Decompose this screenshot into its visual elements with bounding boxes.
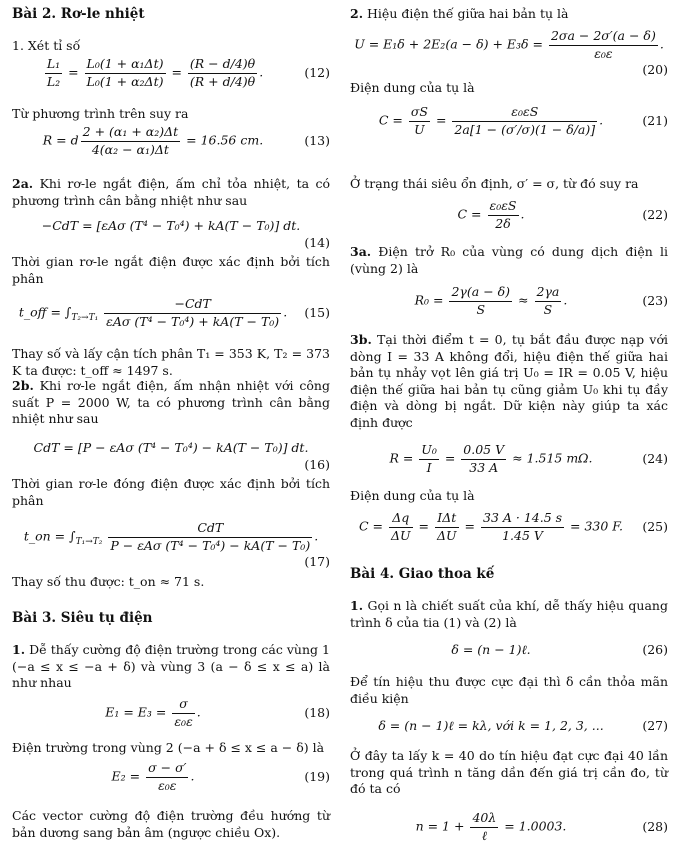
equation-13: R = d $\frac{\text{2 + (α₁ + α₂)Δt}}{\text{4(α₂ − α₁)Δt}}$ = 16.56 cm. (13): [42, 124, 330, 157]
paragraph: 3a. Điện trở R₀ của vùng có dung dịch điện li (vùng 2) là: [350, 244, 668, 276]
equation-number: (25): [642, 518, 668, 534]
paragraph: Điện dung của tụ là: [350, 80, 475, 95]
equation-number: (13): [304, 132, 330, 148]
section-title-bai-4: Bài 4. Giao thoa kế: [350, 566, 495, 582]
paragraph: Từ phương trình trên suy ra: [12, 106, 189, 121]
paragraph: 2. Hiệu điện thế giữa hai bản tụ là: [350, 6, 569, 21]
equation-15: t_off = $\int_{T_2\to T_1}$ $\frac{\text{−CdT}}{\text{εAσ (T⁴ − T₀⁴) + kA(T − T₀)}}$ . (15): [18, 296, 330, 329]
equation-17: t_on = $\int_{T_1\to T_2}$ $\frac{\text{CdT}}{\text{P − εAσ (T⁴ − T₀⁴) − kA(T − T₀)}}$ . (17): [23, 520, 330, 569]
equation-number: (16): [304, 456, 330, 472]
paragraph: Ở đây ta lấy k = 40 do tín hiệu đạt cực đại 40 lần trong quá trình n tăng dần đến giá trị cần đo, từ đó ta có: [350, 748, 668, 796]
paragraph: Thời gian rơ-le đóng điện được xác định bởi tích phân: [12, 476, 330, 508]
equation-27: δ = (n − 1)ℓ = kλ, với k = 1, 2, 3, ... (27): [378, 718, 668, 733]
equation-18: E₁ = E₃ = $\frac{\sigma}{\text{ε₀ε}}$ . (18): [105, 696, 330, 729]
equation-14: −CdT = [εAσ (T⁴ − T₀⁴) + kA(T − T₀)] dt. (14): [41, 218, 330, 250]
equation-number: (26): [642, 642, 668, 657]
equation-number: (18): [304, 704, 330, 720]
paragraph: 1. Gọi n là chiết suất của khí, dễ thấy hiệu quang trình δ của tia (1) và (2) là: [350, 598, 668, 630]
equation-number: (15): [304, 304, 330, 320]
equation-24: R = $\frac{\text{U₀}}{I}$ = $\frac{0.05 V}{33 A}$ ≈ 1.515 mΩ. (24): [389, 442, 668, 475]
paragraph: Điện trường trong vùng 2 (−a + δ ≤ x ≤ a − δ) là: [12, 740, 325, 755]
paragraph: 1. Dễ thấy cường độ điện trường trong các vùng 1 (−a ≤ x ≤ −a + δ) và vùng 3 (a − δ ≤ x ≤ a) là như nhau: [12, 642, 330, 690]
equation-number: (27): [642, 718, 668, 733]
equation-16: CdT = [P − εAσ (T⁴ − T₀⁴) − kA(T − T₀)] dt. (16): [33, 440, 330, 472]
paragraph: Điện dung của tụ là: [350, 488, 475, 503]
equation-number: (24): [642, 450, 668, 466]
equation-28: n = 1 + $\frac{40\lambda}{\text{ℓ}}$ = 1.0003. (28): [415, 810, 668, 843]
equation-12: $\frac{\text{L₁}}{\text{L₂}}$ = $\frac{\text{L₀(1 + α₁Δt)}}{\text{L₀(1 + α₂Δt)}}$ = $\frac{(R - d/4)\theta}{(R + d/4)\theta}$ . (12): [46, 56, 330, 89]
equation-19: E₂ = $\frac{\sigma - \sigma'}{\text{ε₀ε}}$ . (19): [111, 760, 330, 793]
equation-21: C = $\frac{\sigma S}{U}$ = $\frac{\text{ε₀εS}}{2a[1 - (\sigma'/\sigma)(1 - \delta/a)]}$ . (21): [378, 104, 668, 137]
section-title-bai-3: Bài 3. Siêu tụ điện: [12, 610, 153, 626]
paragraph: Thời gian rơ-le ngắt điện được xác định bởi tích phân: [12, 254, 330, 286]
equation-number: (17): [304, 554, 330, 569]
section-title-bai-2: Bài 2. Rơ-le nhiệt: [12, 6, 145, 22]
paragraph: 3b. Tại thời điểm t = 0, tụ bắt đầu được nạp với dòng I = 33 A không đổi, hiệu điện thế giữa hai bản tụ nhảy vọt lên giá trị U₀ = IR = 0.05 V, hiệu điện thế giữa hai bản tụ cũng giảm U₀ khi tụ đầy điện và dòng bị ngắt. Dữ kiện này giúp ta xác định được: [350, 332, 668, 430]
equation-number: (14): [304, 234, 330, 250]
equation-20: U = E₁δ + 2E₂(a − δ) + E₃δ = $\frac{2\sigma a - 2\sigma'(a - \delta)}{\text{ε₀ε}}$ . (20): [354, 28, 668, 77]
equation-number: (20): [642, 62, 668, 77]
paragraph: Ở trạng thái siêu ổn định, σ′ = σ, từ đó suy ra: [350, 176, 639, 191]
equation-number: (28): [642, 818, 668, 834]
paragraph: Thay số thu được: t_on ≈ 71 s.: [12, 574, 205, 589]
equation-26: δ = (n − 1)ℓ. (26): [451, 642, 668, 657]
equation-25: C = $\frac{\Delta q}{\Delta U}$ = $\frac{\text{IΔt}}{\Delta U}$ = $\frac{33 A \cdot 14.5 s}{1.45 V}$ = 330 F. (25): [358, 510, 668, 543]
equation-23: R₀ = $\frac{2\gamma(a - \delta)}{S}$ ≈ $\frac{2\gamma a}{S}$ . (23): [414, 284, 668, 317]
paragraph: 2a. Khi rơ-le ngắt điện, ấm chỉ tỏa nhiệt, ta có phương trình cân bằng nhiệt như sau: [12, 176, 330, 208]
paragraph: 1. Xét tỉ số: [12, 38, 81, 53]
equation-22: C = $\frac{\text{ε₀εS}}{2\delta}$ . (22): [457, 198, 668, 231]
equation-number: (23): [642, 292, 668, 308]
paragraph: Các vector cường độ điện trường đều hướng từ bản dương sang bản âm (ngược chiều Ox).: [12, 808, 330, 840]
equation-number: (22): [642, 206, 668, 222]
equation-number: (12): [304, 64, 330, 80]
paragraph: 2b. Khi rơ-le ngắt điện, ấm nhận nhiệt với công suất P = 2000 W, ta có phương trình cân bằng nhiệt như sau: [12, 378, 330, 426]
paragraph: Để tín hiệu thu được cực đại thì δ cần thỏa mãn điều kiện: [350, 674, 668, 706]
paragraph: Thay số và lấy cận tích phân T₁ = 353 K, T₂ = 373 K ta được: t_off ≈ 1497 s.: [12, 346, 330, 378]
equation-number: (19): [304, 768, 330, 784]
equation-number: (21): [642, 112, 668, 128]
